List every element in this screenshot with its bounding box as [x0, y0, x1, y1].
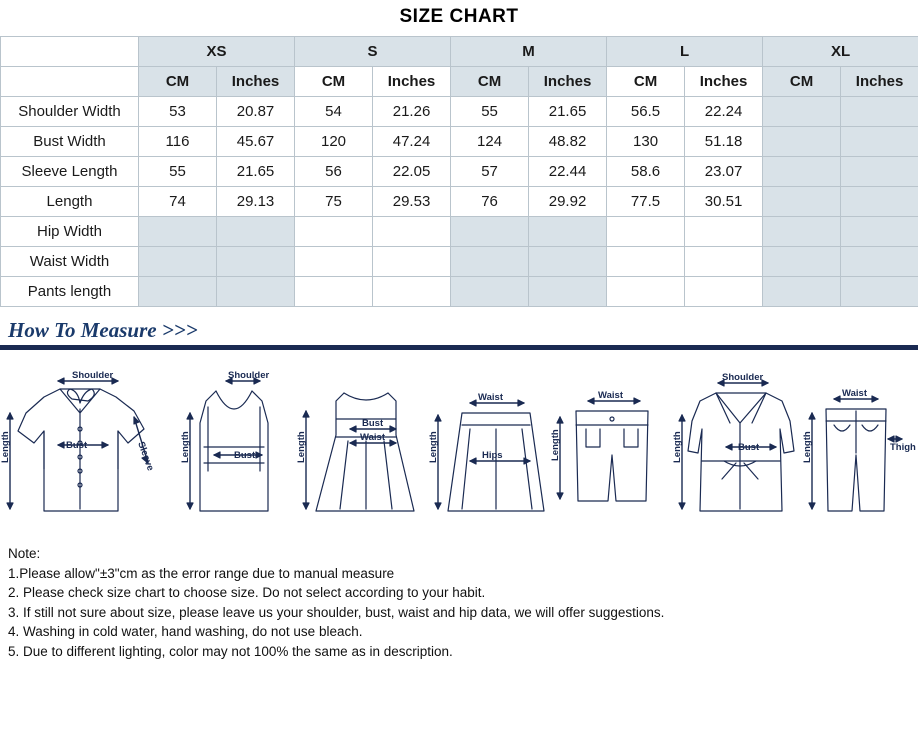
cell-xs-in: 21.65 [217, 157, 295, 187]
cell-xs-in: 45.67 [217, 127, 295, 157]
note-line-4: 4. Washing in cold water, hand washing, do not use bleach. [8, 624, 363, 639]
cell-l-in [685, 247, 763, 277]
unit-cell-xl-cm: CM [763, 67, 841, 97]
label-waist: Waist [598, 390, 623, 401]
label-thigh: Thigh [890, 442, 916, 453]
cell-xl-in [841, 127, 918, 157]
cell-l-cm: 56.5 [607, 97, 685, 127]
unit-cell-l-in: Inches [685, 67, 763, 97]
cell-xl-cm [763, 157, 841, 187]
note-line-5: 5. Due to different lighting, color may not 100% the same as in description. [8, 643, 453, 659]
figure-shorts [557, 398, 648, 501]
size-header-xs: XS [139, 37, 295, 67]
cell-xs-cm [139, 217, 217, 247]
label-waist: Waist [842, 388, 867, 399]
size-chart-table [0, 36, 918, 307]
cell-xl-cm [763, 277, 841, 307]
cell-s-in: 47.24 [373, 127, 451, 157]
cell-xs-cm: 53 [139, 97, 217, 127]
label-hips: Hips [482, 450, 503, 461]
cell-s-in: 29.53 [373, 187, 451, 217]
cell-xs-cm [139, 247, 217, 277]
unit-corner-cell [1, 67, 139, 97]
cell-m-cm [451, 247, 529, 277]
cell-xl-cm [763, 187, 841, 217]
notes-block [0, 536, 918, 661]
cell-m-in [529, 217, 607, 247]
cell-m-cm: 124 [451, 127, 529, 157]
table-row [1, 97, 918, 127]
table-row [1, 217, 918, 247]
notes-heading: Note: [8, 546, 41, 561]
divider-rule [0, 345, 918, 350]
cell-s-cm [295, 247, 373, 277]
label-length: Length [428, 431, 439, 463]
row-label-bust-width: Bust Width [1, 127, 139, 157]
cell-xl-in [841, 97, 918, 127]
size-header-m: M [451, 37, 607, 67]
table-header-sizes [1, 37, 918, 67]
label-bust: Bust [66, 440, 88, 451]
label-bust: Bust [234, 450, 256, 461]
cell-l-cm: 58.6 [607, 157, 685, 187]
cell-s-cm [295, 217, 373, 247]
cell-l-in: 23.07 [685, 157, 763, 187]
label-length: Length [0, 431, 11, 463]
note-line-3: 3. If still not sure about size, please leave us your shoulder, bust, waist and hip data, we will offer suggestions. [8, 604, 665, 620]
cell-m-cm: 76 [451, 187, 529, 217]
cell-xs-in [217, 247, 295, 277]
label-length: Length [296, 431, 307, 463]
cell-l-cm [607, 247, 685, 277]
unit-cell-m-in: Inches [529, 67, 607, 97]
cell-l-in: 22.24 [685, 97, 763, 127]
cell-xs-cm: 55 [139, 157, 217, 187]
cell-xl-in [841, 217, 918, 247]
label-length: Length [672, 431, 683, 463]
cell-s-in: 22.05 [373, 157, 451, 187]
cell-xl-cm [763, 247, 841, 277]
cell-m-in: 21.65 [529, 97, 607, 127]
cell-s-in [373, 247, 451, 277]
corner-cell [1, 37, 139, 67]
figure-pants [809, 396, 902, 511]
unit-cell-xs-in: Inches [217, 67, 295, 97]
label-sleeve: Sleeve [135, 440, 156, 473]
cell-l-cm [607, 217, 685, 247]
cell-s-cm: 75 [295, 187, 373, 217]
cell-xs-cm: 116 [139, 127, 217, 157]
label-shoulder: Shoulder [228, 370, 270, 381]
row-label-length: Length [1, 187, 139, 217]
cell-l-cm: 77.5 [607, 187, 685, 217]
label-waist: Waist [478, 392, 503, 403]
unit-cell-s-cm: CM [295, 67, 373, 97]
cell-xs-in [217, 277, 295, 307]
unit-cell-xl-in: Inches [841, 67, 918, 97]
cell-s-cm: 56 [295, 157, 373, 187]
unit-cell-l-cm: CM [607, 67, 685, 97]
cell-l-in [685, 277, 763, 307]
cell-xs-in: 20.87 [217, 97, 295, 127]
table-header-units [1, 67, 918, 97]
table-row [1, 277, 918, 307]
cell-l-in: 51.18 [685, 127, 763, 157]
cell-l-in: 30.51 [685, 187, 763, 217]
label-length: Length [180, 431, 191, 463]
cell-m-in [529, 277, 607, 307]
cell-xl-cm [763, 127, 841, 157]
label-length: Length [550, 429, 561, 461]
label-bust: Bust [362, 418, 384, 429]
cell-m-cm: 57 [451, 157, 529, 187]
row-label-waist-width: Waist Width [1, 247, 139, 277]
cell-xs-cm: 74 [139, 187, 217, 217]
row-label-sleeve-length: Sleeve Length [1, 157, 139, 187]
figure-dress [303, 393, 414, 511]
cell-s-in [373, 277, 451, 307]
cell-m-cm [451, 217, 529, 247]
cell-s-in [373, 217, 451, 247]
size-header-l: L [607, 37, 763, 67]
cell-s-cm: 120 [295, 127, 373, 157]
cell-xl-in [841, 187, 918, 217]
cell-m-cm: 55 [451, 97, 529, 127]
label-waist: Waist [360, 432, 385, 443]
cell-m-cm [451, 277, 529, 307]
cell-s-cm: 54 [295, 97, 373, 127]
size-header-s: S [295, 37, 451, 67]
cell-xs-cm [139, 277, 217, 307]
cell-xs-in [217, 217, 295, 247]
cell-s-cm [295, 277, 373, 307]
label-shoulder: Shoulder [72, 370, 114, 381]
figure-coat [679, 380, 794, 511]
cell-m-in [529, 247, 607, 277]
cell-xl-in [841, 247, 918, 277]
note-line-1: 1.Please allow"±3"cm as the error range due to manual measure [8, 565, 395, 581]
how-to-measure-banner [0, 317, 918, 351]
table-row [1, 247, 918, 277]
cell-s-in: 21.26 [373, 97, 451, 127]
unit-cell-m-cm: CM [451, 67, 529, 97]
cell-xs-in: 29.13 [217, 187, 295, 217]
cell-l-in [685, 217, 763, 247]
how-to-measure-heading: How To Measure >>> [8, 318, 198, 342]
cell-m-in: 48.82 [529, 127, 607, 157]
unit-cell-s-in: Inches [373, 67, 451, 97]
row-label-shoulder-width: Shoulder Width [1, 97, 139, 127]
figure-tank-top [187, 378, 268, 511]
unit-cell-xs-cm: CM [139, 67, 217, 97]
row-label-hip-width: Hip Width [1, 217, 139, 247]
table-row [1, 127, 918, 157]
label-length: Length [802, 431, 813, 463]
label-bust: Bust [738, 442, 760, 453]
cell-l-cm [607, 277, 685, 307]
note-line-2: 2. Please check size chart to choose size. Do not select according to your habit. [8, 585, 486, 600]
label-shoulder: Shoulder [722, 372, 764, 383]
cell-xl-in [841, 157, 918, 187]
page-title: SIZE CHART [399, 6, 519, 27]
cell-xl-cm [763, 97, 841, 127]
cell-xl-cm [763, 217, 841, 247]
size-header-xl: XL [763, 37, 918, 67]
cell-l-cm: 130 [607, 127, 685, 157]
cell-m-in: 29.92 [529, 187, 607, 217]
cell-xl-in [841, 277, 918, 307]
table-row [1, 187, 918, 217]
table-row [1, 157, 918, 187]
cell-m-in: 22.44 [529, 157, 607, 187]
measure-figures [0, 351, 918, 536]
row-label-pants-length: Pants length [1, 277, 139, 307]
